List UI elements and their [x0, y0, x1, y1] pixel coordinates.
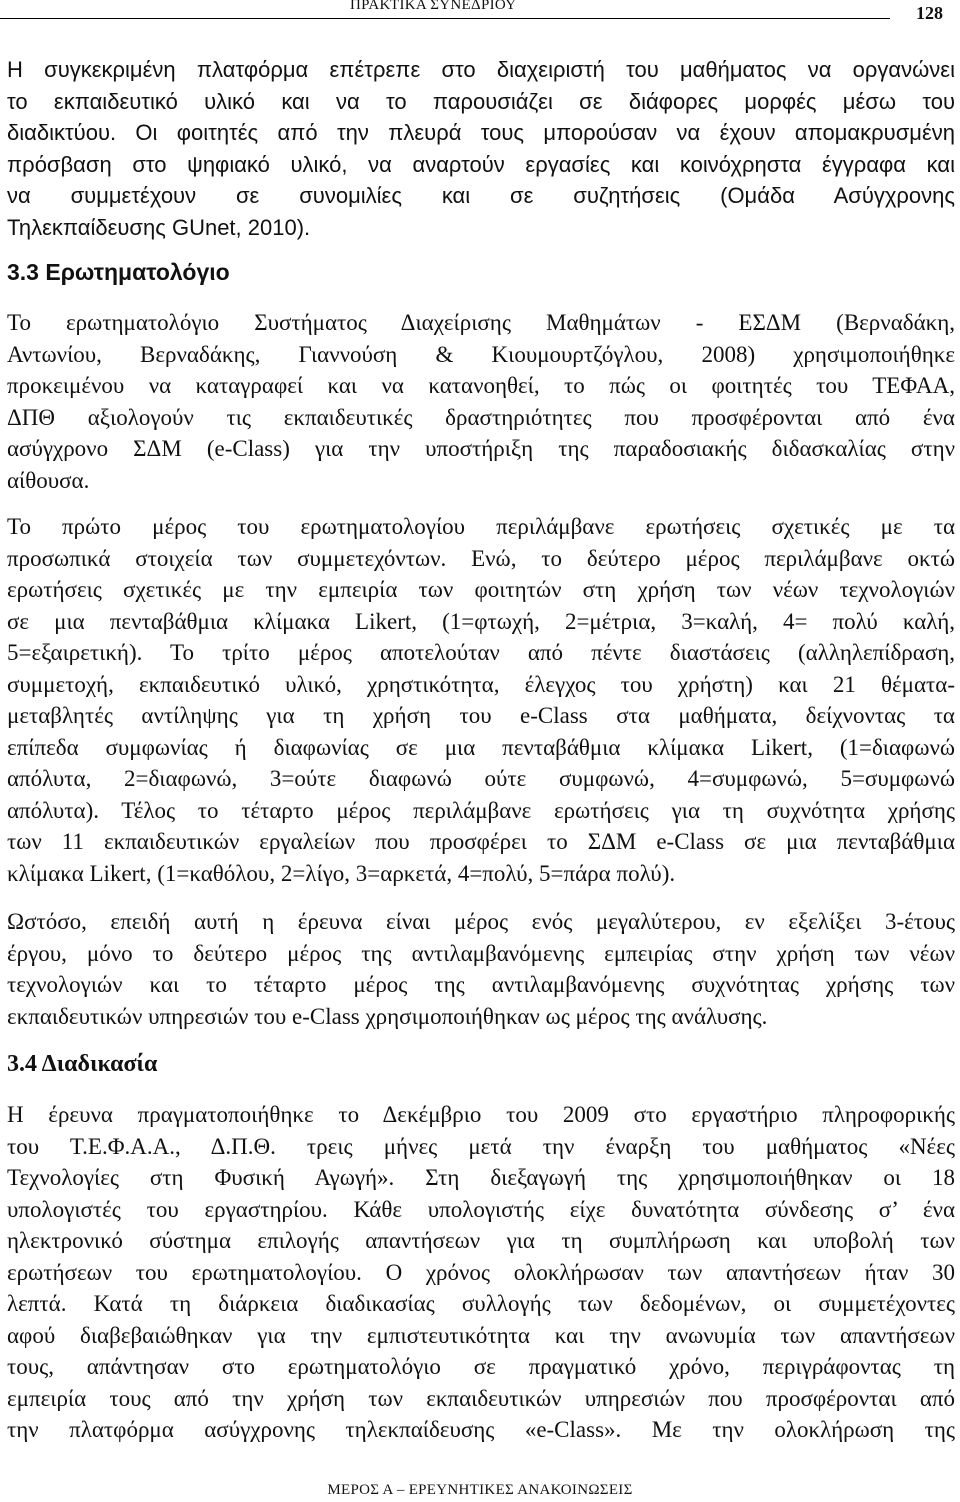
paragraph-line: Τηλεκπαίδευσης GUnet, 2010). [7, 214, 311, 240]
paragraph-line: τους, απάντησαν στο ερωτηματολόγιο σε πραγματικό χρόνο, περιγράφοντας τη [7, 1354, 955, 1379]
paragraph-line: τεχνολογιών και το τέταρτο μέρος της αντιλαμβανόμενης συχνότητας χρήσης των [7, 972, 955, 997]
page-number: 128 [916, 3, 943, 23]
paragraph-line: έργου, μόνο το δεύτερο μέρος της αντιλαμβανόμενης εμπειρίας στην χρήση των νέων [7, 940, 955, 966]
paragraph-line: προσωπικά στοιχεία των συμμετεχόντων. Ενώ, το δεύτερο μέρος περιλάμβανε οκτώ [7, 545, 955, 571]
paragraph-line: Ωστόσο, επειδή αυτή η έρευνα είναι μέρος ενός μεγαλύτερου, εν εξελίξει 3-έτους [7, 909, 955, 934]
paragraph-line: πρόσβαση στο ψηφιακό υλικό, να αναρτούν εργασίες και κοινόχρηστα έγγραφα και [7, 151, 955, 177]
section-heading-procedure: 3.4 Διαδικασία [7, 1051, 158, 1077]
paragraph-line: κλίμακα Likert, (1=καθόλου, 2=λίγο, 3=αρκετά, 4=πολύ, 5=πάρα πολύ). [7, 860, 676, 886]
paragraph-line: υπολογιστές του εργαστηρίου. Κάθε υπολογιστής είχε δυνατότητα σύνδεσης σ’ ένα [7, 1196, 955, 1222]
paragraph-line: ηλεκτρονικό σύστημα επιλογής απαντήσεων για τη συμπλήρωση και υποβολή των [7, 1228, 955, 1253]
paragraph-line: ασύγχρονο ΣΔΜ (e-Class) για την υποστήριξη της παραδοσιακής διδασκαλίας στην [7, 436, 955, 461]
running-footer: ΜΕΡΟΣ Α – ΕΡΕΥΝΗΤΙΚΕΣ ΑΝΑΚΟΙΝΩΣΕΙΣ [327, 1482, 633, 1498]
paragraph-line: του Τ.Ε.Φ.Α.Α., Δ.Π.Θ. τρεις μήνες μετά την έναρξη του μαθήματος «Νέες [7, 1133, 955, 1159]
paragraph-line: ΔΠΘ αξιολογούν τις εκπαιδευτικές δραστηριότητες που προσφέρονται από ένα [7, 404, 955, 430]
paragraph-line: συμμετοχή, εκπαιδευτικό υλικό, χρηστικότητα, έλεγχος του χρήστη) και 21 θέματα- [7, 671, 955, 697]
paragraph-questionnaire-parts [7, 511, 955, 889]
paragraph-line: Αντωνίου, Βερναδάκης, Γιαννούση & Κιουμουρτζόγλου, 2008) χρησιμοποιήθηκε [7, 341, 955, 367]
paragraph-line: την πλατφόρμα ασύγχρονης τηλεκπαίδευσης «e-Class». Με την ολοκλήρωση της [7, 1417, 955, 1442]
paragraph-procedure [7, 1099, 955, 1446]
paragraph-line: λεπτά. Κατά τη διάρκεια διαδικασίας συλλογής των δεδομένων, οι συμμετέχοντες [7, 1291, 955, 1316]
paragraph-line: σε μια πενταβάθμια κλίμακα Likert, (1=φτωχή, 2=μέτρια, 3=καλή, 4= πολύ καλή, [7, 608, 955, 634]
paragraph-line: μεταβλητές αντίληψης για τη χρήση του e-Class στα μαθήματα, δείχνοντας τα [7, 703, 955, 728]
paragraph-line: επίπεδα συμφωνίας ή διαφωνίας σε μια πενταβάθμια κλίμακα Likert, (1=διαφωνώ [7, 734, 955, 760]
paragraph-line: ερωτήσεις σχετικές με την εμπειρία των φοιτητών στη χρήση των νέων τεχνολογιών [7, 577, 955, 602]
paragraph-line: αίθουσα. [7, 467, 90, 493]
paragraph-line: προκειμένου να καταγραφεί και να κατανοηθεί, το πώς οι φοιτητές του ΤΕΦΑΑ, [7, 373, 955, 398]
section-heading-questionnaire: 3.3 Ερωτηματολόγιο [7, 259, 230, 285]
paragraph-line: απόλυτα). Τέλος το τέταρτο μέρος περιλάμβανε ερωτήσεις για τη συχνότητα χρήσης [7, 797, 955, 823]
paragraph-line: ερωτήσεων του ερωτηματολογίου. Ο χρόνος ολοκλήρωσαν των απαντήσεων ήταν 30 [7, 1259, 955, 1285]
paragraph-questionnaire-intro [7, 307, 955, 496]
paragraph-line: Το ερωτηματολόγιο Συστήματος Διαχείρισης Μαθημάτων - ΕΣΔΜ (Βερναδάκη, [7, 310, 955, 335]
paragraph-line: Το πρώτο μέρος του ερωτηματολογίου περιλάμβανε ερωτήσεις σχετικές με τα [7, 514, 955, 539]
paragraph-line: Η έρευνα πραγματοποιήθηκε το Δεκέμβριο του 2009 στο εργαστήριο πληροφορικής [7, 1102, 955, 1127]
paragraph-platform-description [7, 54, 955, 243]
paragraph-line: αφού διαβεβαιώθηκαν για την εμπιστευτικότητα και την ανωνυμία των απαντήσεων [7, 1322, 955, 1348]
paragraph-line: το εκπαιδευτικό υλικό και να το παρουσιάζει σε διάφορες μορφές μέσω του [7, 88, 955, 114]
paragraph-analysis-scope [7, 906, 955, 1032]
running-title: ΠΡΑΚΤΙΚΑ ΣΥΝΕΔΡΙΟΥ [350, 0, 517, 13]
paragraph-line: διαδικτύου. Οι φοιτητές από την πλευρά τους μπορούσαν να έχουν απομακρυσμένη [7, 120, 955, 145]
header-rule [0, 18, 890, 19]
paragraph-line: Η συγκεκριμένη πλατφόρμα επέτρεπε στο διαχειριστή του μαθήματος να οργανώνει [7, 57, 955, 82]
paragraph-line: εκπαιδευτικών υπηρεσιών του e-Class χρησιμοποιήθηκαν ως μέρος της ανάλυσης. [7, 1003, 768, 1029]
paragraph-line: Τεχνολογίες στη Φυσική Αγωγή». Στη διεξαγωγή της χρησιμοποιήθηκαν οι 18 [7, 1165, 955, 1190]
paragraph-line: 5=εξαιρετική). Το τρίτο μέρος αποτελούταν από πέντε διαστάσεις (αλληλεπίδραση, [7, 640, 955, 665]
paragraph-line: εμπειρία τους από την χρήση των εκπαιδευτικών υπηρεσιών που προσφέρονται από [7, 1385, 955, 1411]
paragraph-line: να συμμετέχουν σε συνομιλίες και σε συζητήσεις (Ομάδα Ασύγχρονης [7, 183, 955, 208]
paragraph-line: απόλυτα, 2=διαφωνώ, 3=ούτε διαφωνώ ούτε συμφωνώ, 4=συμφωνώ, 5=συμφωνώ [7, 766, 955, 791]
paragraph-line: των 11 εκπαιδευτικών εργαλείων που προσφέρει το ΣΔΜ e-Class σε μια πενταβάθμια [7, 829, 955, 854]
